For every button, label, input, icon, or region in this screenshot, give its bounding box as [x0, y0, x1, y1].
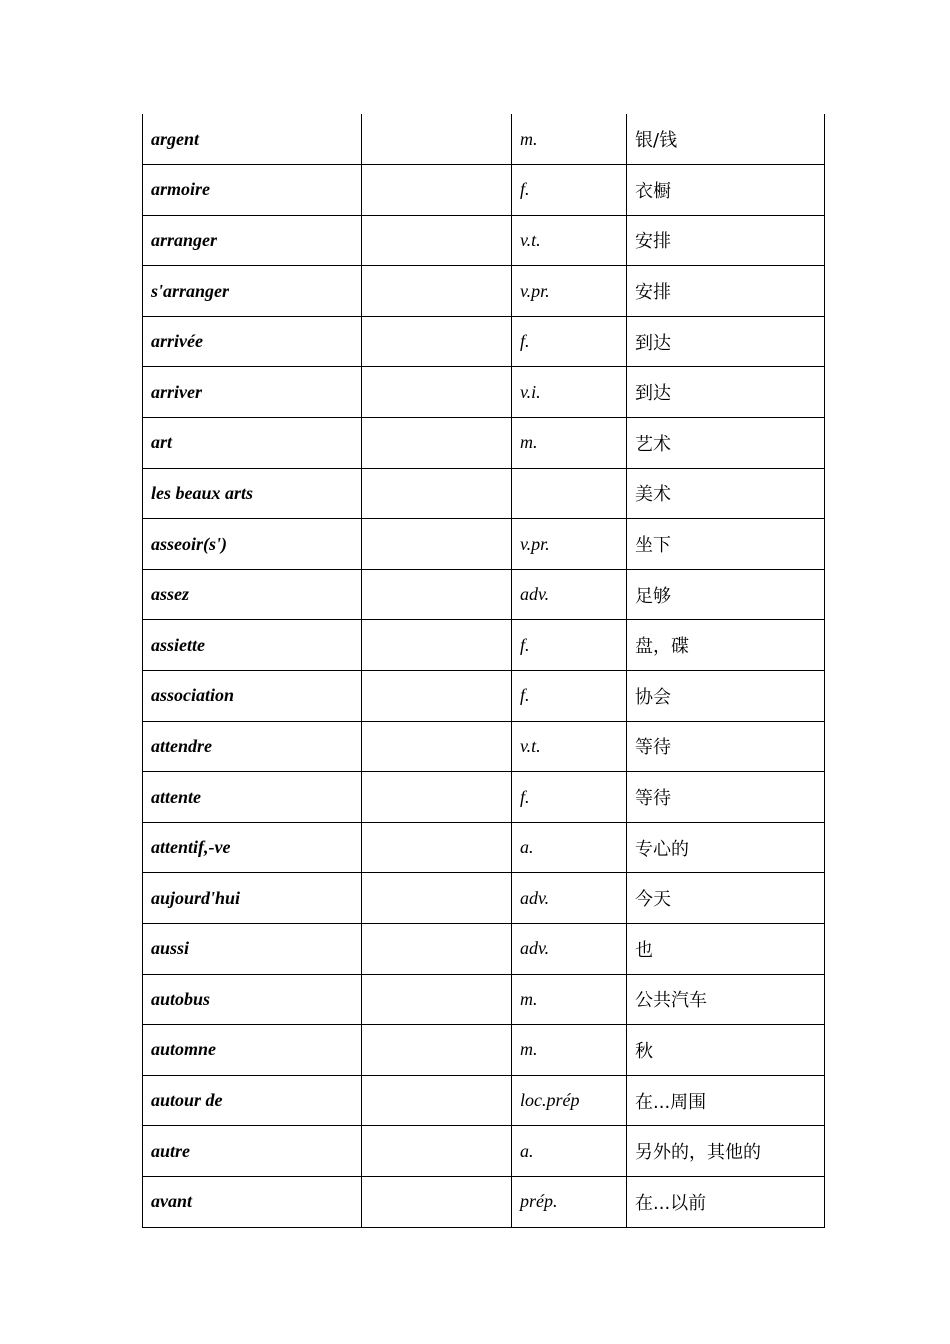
part-of-speech-cell: prép.	[512, 1176, 627, 1227]
part-of-speech-cell	[512, 468, 627, 519]
part-of-speech-cell: v.i.	[512, 367, 627, 418]
vocabulary-table-body	[143, 114, 825, 1227]
table-row	[143, 721, 825, 772]
blank-cell	[362, 468, 512, 519]
chinese-meaning-cell: 坐下	[627, 519, 825, 570]
blank-cell	[362, 1025, 512, 1076]
blank-cell	[362, 569, 512, 620]
table-row	[143, 519, 825, 570]
part-of-speech-cell: m.	[512, 114, 627, 165]
chinese-meaning-cell: 也	[627, 924, 825, 975]
table-row	[143, 569, 825, 620]
table-row	[143, 822, 825, 873]
part-of-speech-cell: f.	[512, 671, 627, 722]
part-of-speech-cell: a.	[512, 1126, 627, 1177]
french-word-cell: arriver	[143, 367, 362, 418]
part-of-speech-cell: a.	[512, 822, 627, 873]
french-word-cell: argent	[143, 114, 362, 165]
chinese-meaning-cell: 专心的	[627, 822, 825, 873]
blank-cell	[362, 671, 512, 722]
part-of-speech-cell: v.pr.	[512, 266, 627, 317]
blank-cell	[362, 215, 512, 266]
blank-cell	[362, 924, 512, 975]
part-of-speech-cell: f.	[512, 316, 627, 367]
chinese-meaning-cell: 足够	[627, 569, 825, 620]
table-row	[143, 671, 825, 722]
chinese-meaning-cell: 在...周围	[627, 1075, 825, 1126]
chinese-meaning-cell: 公共汽车	[627, 974, 825, 1025]
chinese-meaning-cell: 银/钱	[627, 114, 825, 165]
table-row	[143, 974, 825, 1025]
blank-cell	[362, 519, 512, 570]
blank-cell	[362, 266, 512, 317]
chinese-meaning-cell: 今天	[627, 873, 825, 924]
chinese-meaning-cell: 秋	[627, 1025, 825, 1076]
chinese-meaning-cell: 美术	[627, 468, 825, 519]
french-word-cell: les beaux arts	[143, 468, 362, 519]
french-word-cell: autre	[143, 1126, 362, 1177]
table-row	[143, 924, 825, 975]
part-of-speech-cell: v.pr.	[512, 519, 627, 570]
blank-cell	[362, 1126, 512, 1177]
blank-cell	[362, 418, 512, 469]
french-word-cell: arrivée	[143, 316, 362, 367]
vocabulary-table	[142, 114, 825, 1228]
blank-cell	[362, 721, 512, 772]
chinese-meaning-cell: 到达	[627, 367, 825, 418]
chinese-meaning-cell: 盘，碟	[627, 620, 825, 671]
french-word-cell: automne	[143, 1025, 362, 1076]
table-row	[143, 418, 825, 469]
french-word-cell: aussi	[143, 924, 362, 975]
french-word-cell: attente	[143, 772, 362, 823]
french-word-cell: attendre	[143, 721, 362, 772]
part-of-speech-cell: m.	[512, 974, 627, 1025]
part-of-speech-cell: adv.	[512, 873, 627, 924]
part-of-speech-cell: f.	[512, 165, 627, 216]
french-word-cell: autobus	[143, 974, 362, 1025]
table-row	[143, 367, 825, 418]
blank-cell	[362, 367, 512, 418]
blank-cell	[362, 974, 512, 1025]
blank-cell	[362, 1075, 512, 1126]
chinese-meaning-cell: 艺术	[627, 418, 825, 469]
french-word-cell: asseoir(s')	[143, 519, 362, 570]
french-word-cell: aujourd'hui	[143, 873, 362, 924]
blank-cell	[362, 1176, 512, 1227]
table-row	[143, 1025, 825, 1076]
chinese-meaning-cell: 安排	[627, 266, 825, 317]
part-of-speech-cell: m.	[512, 418, 627, 469]
french-word-cell: assiette	[143, 620, 362, 671]
blank-cell	[362, 772, 512, 823]
chinese-meaning-cell: 另外的，其他的	[627, 1126, 825, 1177]
chinese-meaning-cell: 协会	[627, 671, 825, 722]
table-row	[143, 114, 825, 165]
blank-cell	[362, 822, 512, 873]
blank-cell	[362, 114, 512, 165]
blank-cell	[362, 316, 512, 367]
french-word-cell: autour de	[143, 1075, 362, 1126]
table-row	[143, 468, 825, 519]
chinese-meaning-cell: 等待	[627, 772, 825, 823]
french-word-cell: s'arranger	[143, 266, 362, 317]
part-of-speech-cell: adv.	[512, 924, 627, 975]
table-row	[143, 620, 825, 671]
part-of-speech-cell: v.t.	[512, 721, 627, 772]
table-row	[143, 873, 825, 924]
chinese-meaning-cell: 在...以前	[627, 1176, 825, 1227]
chinese-meaning-cell: 衣橱	[627, 165, 825, 216]
part-of-speech-cell: loc.prép	[512, 1075, 627, 1126]
french-word-cell: armoire	[143, 165, 362, 216]
table-row	[143, 165, 825, 216]
table-row	[143, 266, 825, 317]
blank-cell	[362, 873, 512, 924]
table-row	[143, 215, 825, 266]
table-row	[143, 1126, 825, 1177]
french-word-cell: art	[143, 418, 362, 469]
blank-cell	[362, 165, 512, 216]
table-row	[143, 772, 825, 823]
table-row	[143, 1176, 825, 1227]
part-of-speech-cell: adv.	[512, 569, 627, 620]
french-word-cell: attentif,-ve	[143, 822, 362, 873]
part-of-speech-cell: v.t.	[512, 215, 627, 266]
table-row	[143, 1075, 825, 1126]
blank-cell	[362, 620, 512, 671]
table-row	[143, 316, 825, 367]
part-of-speech-cell: f.	[512, 772, 627, 823]
part-of-speech-cell: m.	[512, 1025, 627, 1076]
chinese-meaning-cell: 等待	[627, 721, 825, 772]
chinese-meaning-cell: 安排	[627, 215, 825, 266]
part-of-speech-cell: f.	[512, 620, 627, 671]
french-word-cell: assez	[143, 569, 362, 620]
chinese-meaning-cell: 到达	[627, 316, 825, 367]
french-word-cell: association	[143, 671, 362, 722]
french-word-cell: avant	[143, 1176, 362, 1227]
french-word-cell: arranger	[143, 215, 362, 266]
